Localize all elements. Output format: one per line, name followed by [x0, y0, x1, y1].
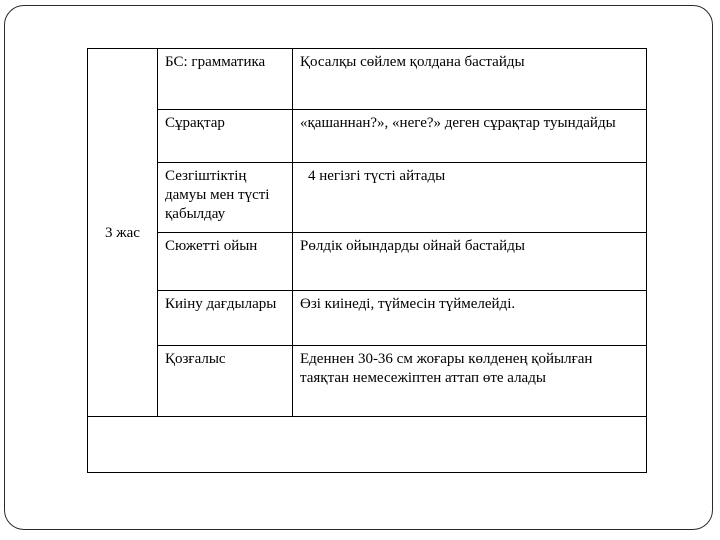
table-row — [88, 49, 647, 110]
description-cell — [293, 346, 647, 417]
table-row — [88, 163, 647, 233]
description-text: «қашаннан?», «неге?» деген сұрақтар туындайды — [300, 115, 616, 131]
area-label: Сюжетті ойын — [165, 238, 258, 254]
description-cell — [293, 291, 647, 346]
table-row — [88, 346, 647, 417]
table-row — [88, 291, 647, 346]
area-label: Қозғалыс — [165, 351, 226, 367]
description-text: Еденнен 30-36 см жоғары көлденең қойылған таяқтан немесежіптен аттап өте алады — [300, 351, 593, 386]
description-cell — [293, 233, 647, 291]
description-cell — [293, 110, 647, 163]
description-text: 4 негізгі түсті айтады — [308, 168, 446, 184]
empty-cell — [88, 417, 647, 473]
development-table — [87, 48, 647, 473]
area-cell — [158, 163, 293, 233]
description-text: Рөлдік ойындарды ойнай бастайды — [300, 238, 525, 254]
table-row-empty — [88, 417, 647, 473]
area-cell — [158, 346, 293, 417]
area-label: Киіну дағдылары — [165, 296, 277, 312]
area-cell — [158, 291, 293, 346]
area-label: Сұрақтар — [165, 115, 225, 131]
description-text: Өзі киінеді, түймесін түймелейді. — [300, 296, 516, 312]
area-cell — [158, 233, 293, 291]
description-text: Қосалқы сөйлем қолдана бастайды — [300, 54, 525, 70]
table-row — [88, 233, 647, 291]
table-row — [88, 110, 647, 163]
description-cell — [293, 163, 647, 233]
area-cell — [158, 110, 293, 163]
age-cell — [88, 49, 158, 417]
area-cell — [158, 49, 293, 110]
age-label: 3 жас — [105, 225, 140, 241]
area-label: Сезгіштіктің дамуы мен түсті қабылдау — [165, 168, 270, 222]
description-cell — [293, 49, 647, 110]
area-label: БС: грамматика — [165, 54, 266, 70]
